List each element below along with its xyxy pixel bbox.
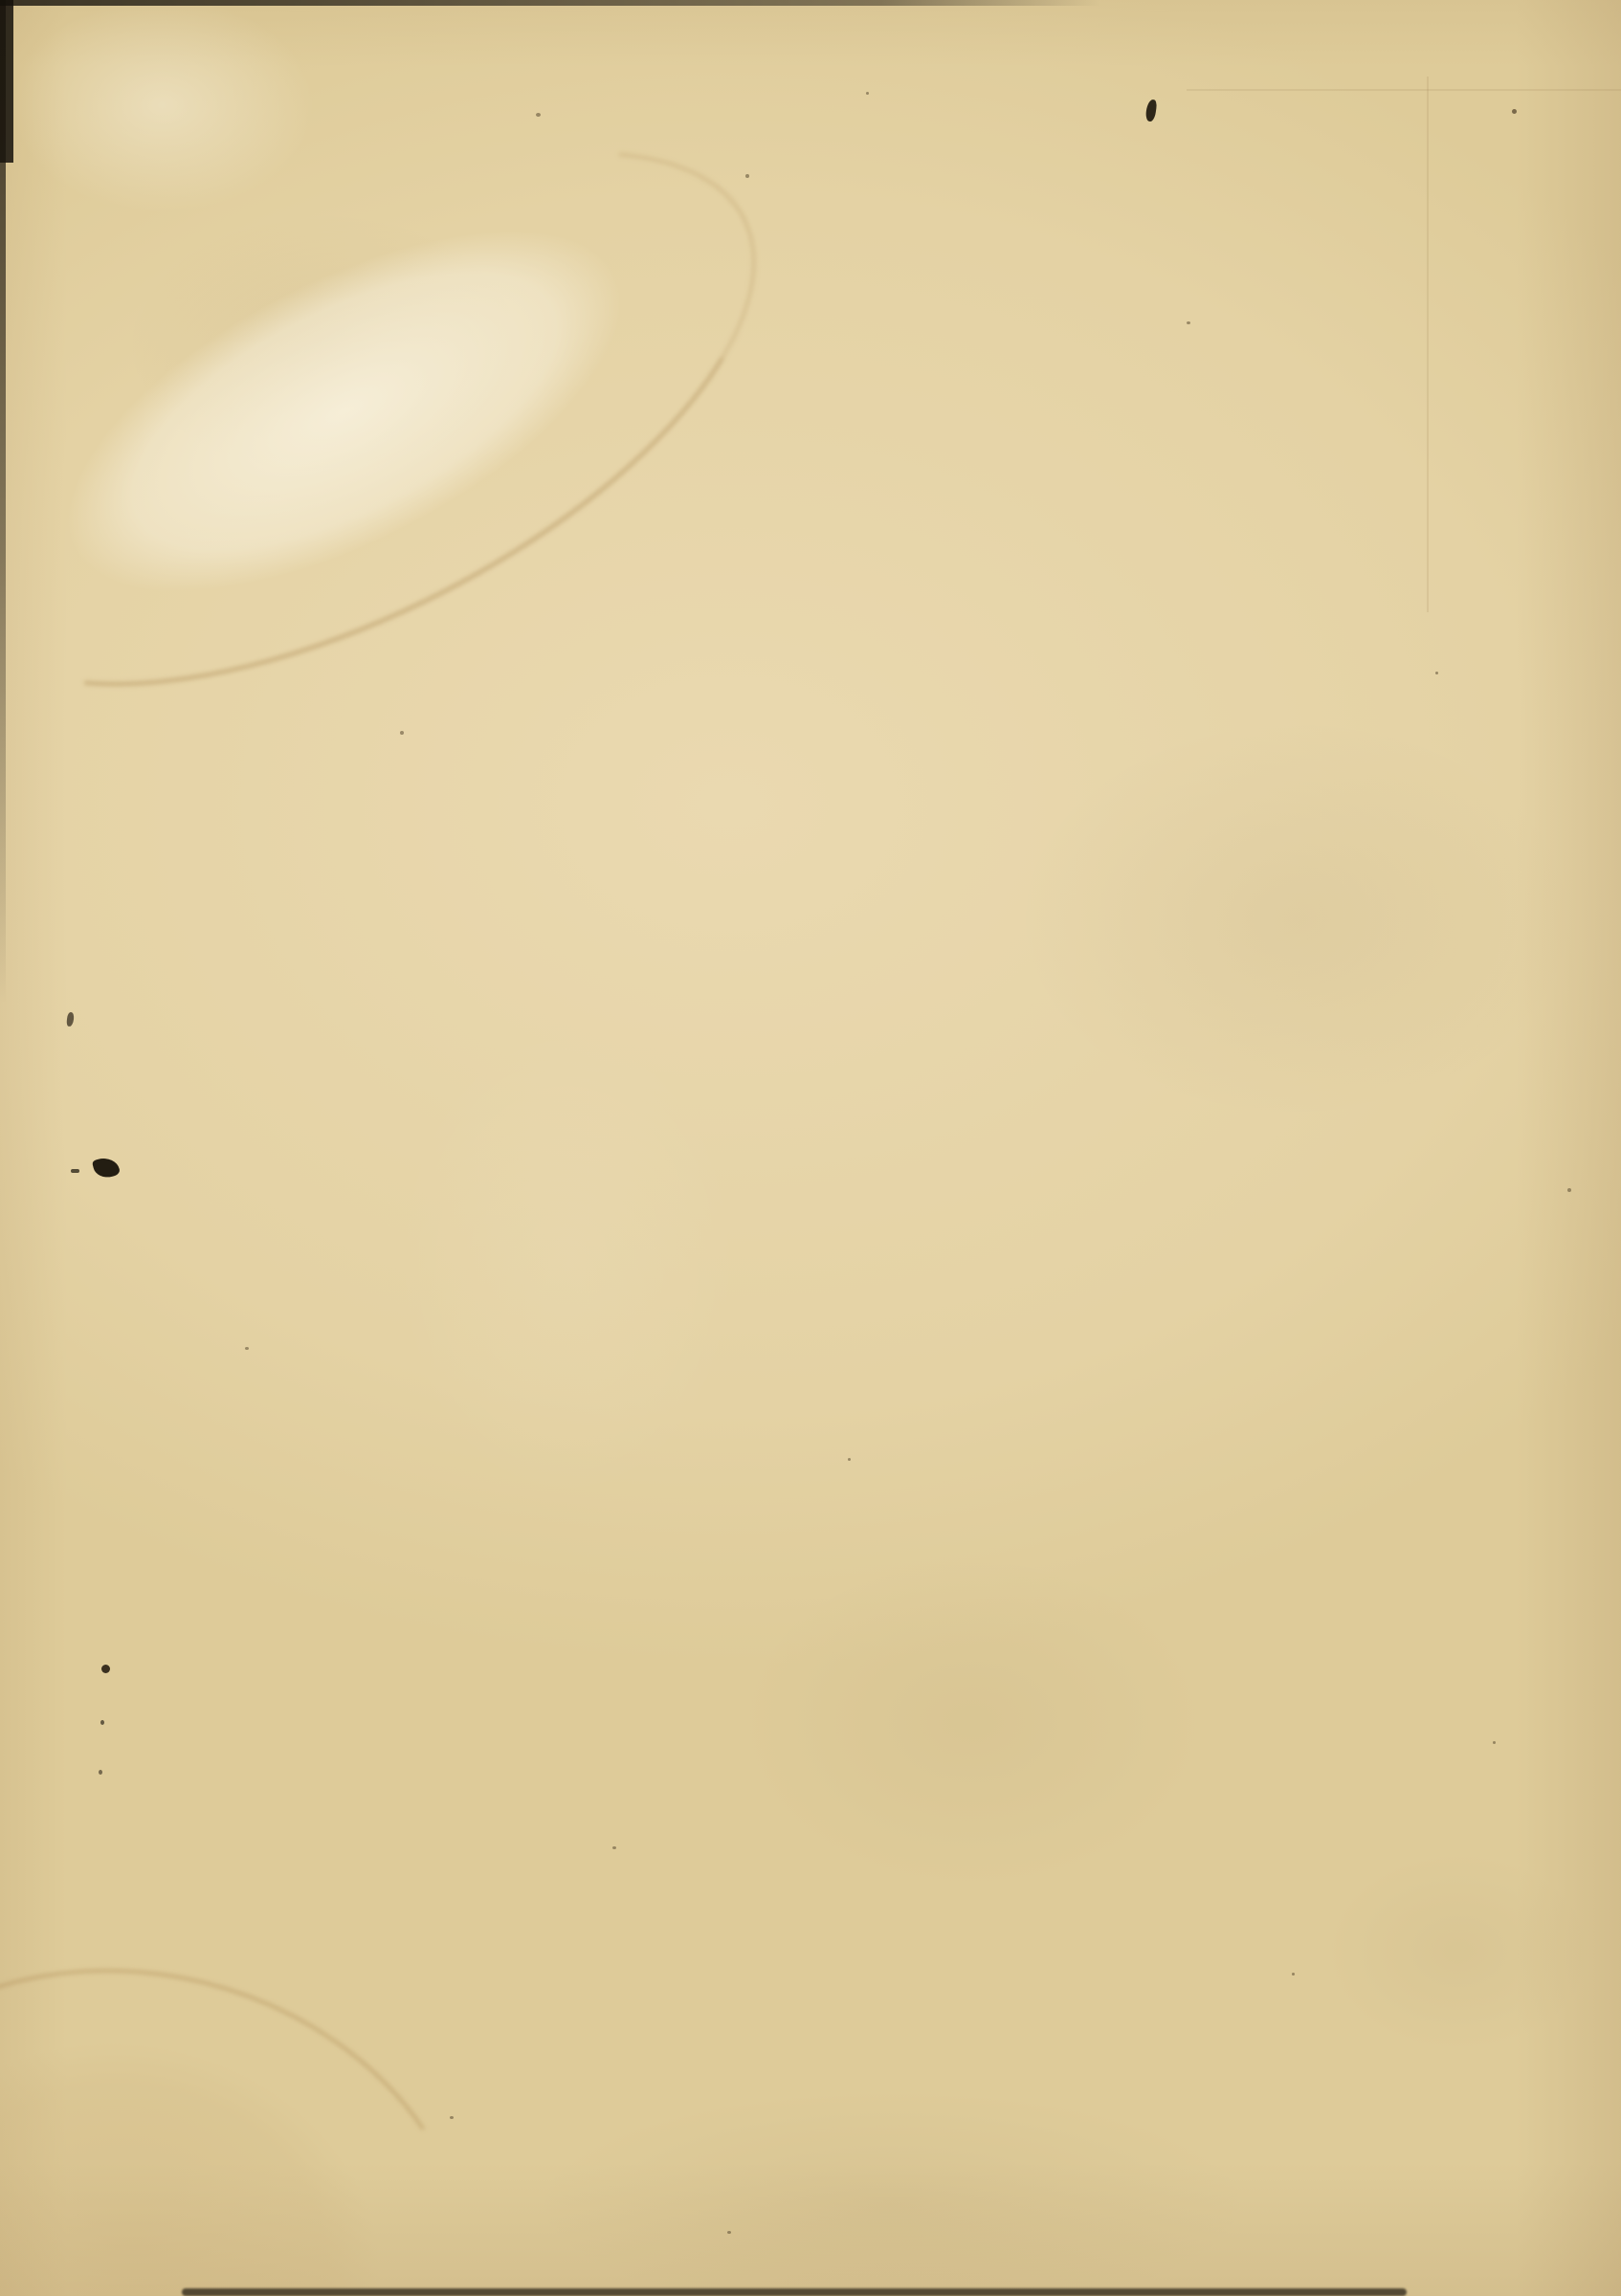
- table-header-row: [0, 775, 1621, 807]
- page-title: [759, 379, 852, 476]
